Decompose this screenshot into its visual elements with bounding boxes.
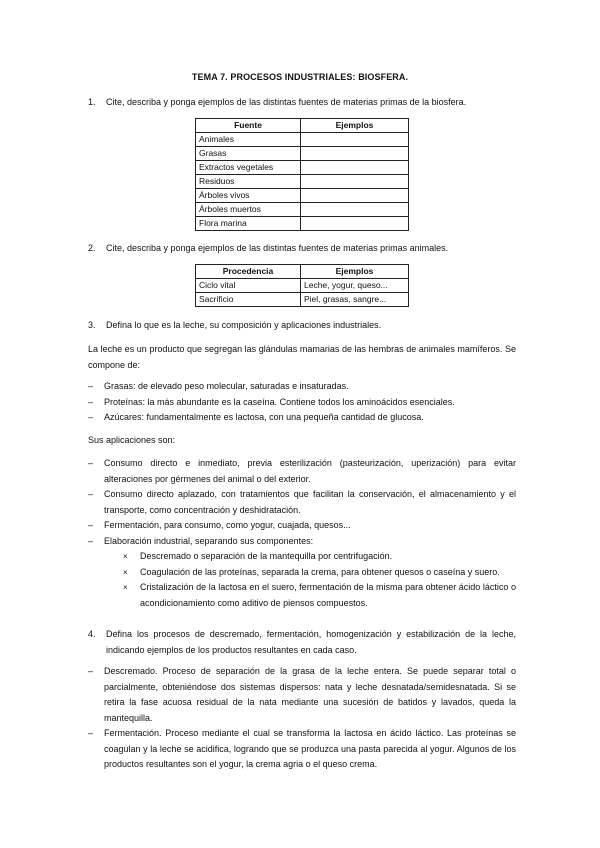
sub-list-item-text: Coagulación de las proteínas, separada la crema, para obtener quesos o caseína y suero. bbox=[140, 566, 500, 577]
question-text: Cite, describa y ponga ejemplos de las distintas fuentes de materias primas de la biosfera. bbox=[106, 97, 467, 107]
table-cell bbox=[301, 161, 409, 175]
table-cell: Árboles muertos bbox=[196, 203, 301, 217]
question-2 bbox=[88, 242, 520, 255]
list-item-text: Azúcares: fundamentalmente es lactosa, con una pequeña cantidad de glucosa. bbox=[104, 412, 424, 422]
table-header-row bbox=[196, 119, 409, 133]
list-item bbox=[88, 664, 516, 726]
table-cell: Grasas bbox=[196, 147, 301, 161]
table-header-row bbox=[196, 265, 409, 279]
table-row bbox=[196, 293, 409, 307]
dash-bullet-icon: – bbox=[88, 412, 94, 422]
table-cell: Flora marina bbox=[196, 217, 301, 231]
list-item-text: Fermentación. Proceso mediante el cual se transforma la lactosa en ácido láctico. Las proteínas se coagulan y la leche se acidifica, logrando que se produzca una pasta parecida al yogur. Algunos de los productos resultantes son el yogur, la crema agria o el queso crema. bbox=[104, 728, 516, 769]
aplicaciones-intro: Sus aplicaciones son: bbox=[88, 435, 176, 445]
sub-list-item-text: Descremado o separación de la mantequilla por centrifugación. bbox=[140, 551, 393, 561]
list-item bbox=[88, 726, 516, 773]
question-text: Defina los procesos de descremado, fermentación, homogenización y estabilización de la leche, indicando ejemplos de los productos resultantes en cada caso. bbox=[106, 629, 516, 655]
table-row bbox=[196, 147, 409, 161]
table-cell bbox=[301, 203, 409, 217]
dash-bullet-icon: – bbox=[88, 728, 94, 738]
dash-bullet-icon: – bbox=[88, 520, 94, 530]
question-number: 2. bbox=[88, 243, 96, 253]
table-row bbox=[196, 161, 409, 175]
sub-list-item bbox=[88, 565, 516, 581]
column-header-procedencia: Procedencia bbox=[196, 265, 301, 279]
list-item-text: Fermentación, para consumo, como yogur, cuajada, quesos... bbox=[104, 520, 351, 530]
composicion-list bbox=[88, 379, 516, 426]
page-title: TEMA 7. PROCESOS INDUSTRIALES: BIOSFERA. bbox=[191, 72, 409, 82]
list-item bbox=[88, 395, 516, 411]
question-number: 1. bbox=[88, 97, 96, 107]
table-cell: Leche, yogur, queso... bbox=[301, 279, 409, 293]
question-number: 3. bbox=[88, 320, 96, 330]
sub-list-item bbox=[88, 580, 516, 611]
question-text: Defina lo que es la leche, su composición y aplicaciones industriales. bbox=[106, 320, 382, 330]
table-row bbox=[196, 175, 409, 189]
procedencia-table bbox=[195, 264, 409, 307]
table-row bbox=[196, 133, 409, 147]
question-text: Cite, describa y ponga ejemplos de las distintas fuentes de materias primas animales. bbox=[106, 243, 449, 253]
table-cell bbox=[301, 189, 409, 203]
list-item-text: Descremado. Proceso de separación de la grasa de la leche entera. Se puede separar total o parcialmente, obteniéndose dos sistemas dispersos: nata y leche desnatada/semidesnatada. Si se retira la fase acuosa residual de la nata mediante una sucesión de batidos y lavados, queda la mantequilla. bbox=[104, 666, 516, 723]
list-item bbox=[88, 487, 516, 518]
cross-bullet-icon: × bbox=[123, 567, 128, 577]
fuentes-table bbox=[195, 118, 409, 231]
table-row bbox=[196, 203, 409, 217]
dash-bullet-icon: – bbox=[88, 396, 94, 407]
table-cell: Árboles vivos bbox=[196, 189, 301, 203]
list-item-text: Proteínas: la más abundante es la caseína. Contiene todos los aminoácidos esenciales. bbox=[104, 396, 455, 407]
table-cell bbox=[301, 133, 409, 147]
cross-bullet-icon: × bbox=[123, 583, 128, 592]
question-1 bbox=[88, 96, 520, 109]
dash-bullet-icon: – bbox=[88, 381, 94, 391]
list-item bbox=[88, 534, 516, 550]
table-cell: Ciclo vital bbox=[196, 279, 301, 293]
cross-bullet-icon: × bbox=[123, 552, 128, 561]
aplicaciones-list bbox=[88, 456, 516, 611]
dash-bullet-icon: – bbox=[88, 489, 94, 499]
list-item bbox=[88, 456, 516, 487]
sub-list-item-text: Cristalización de la lactosa en el suero, fermentación de la misma para obtener ácido láctico o acondicionamiento como aditivo de piensos compuestos. bbox=[140, 582, 516, 608]
table-row bbox=[196, 217, 409, 231]
table-cell: Sacrificio bbox=[196, 293, 301, 307]
dash-bullet-icon: – bbox=[88, 666, 94, 676]
table-cell: Animales bbox=[196, 133, 301, 147]
table-cell bbox=[301, 217, 409, 231]
list-item bbox=[88, 410, 516, 426]
list-item-text: Elaboración industrial, separando sus componentes: bbox=[104, 535, 314, 546]
list-item-text: Consumo directo e inmediato, previa esterilización (pasteurización, uperización) para evitar alteraciones por gérmenes del animal o del exterior. bbox=[104, 458, 516, 484]
table-cell: Residuos bbox=[196, 175, 301, 189]
question-3 bbox=[88, 319, 520, 332]
column-header-fuente: Fuente bbox=[196, 119, 301, 133]
list-item-text: Grasas: de elevado peso molecular, saturadas e insaturadas. bbox=[104, 381, 349, 391]
dash-bullet-icon: – bbox=[88, 535, 94, 546]
list-item bbox=[88, 379, 516, 395]
column-header-ejemplos: Ejemplos bbox=[301, 265, 409, 279]
table-row bbox=[196, 189, 409, 203]
table-row bbox=[196, 279, 409, 293]
table-cell: Piel, grasas, sangre... bbox=[301, 293, 409, 307]
table-cell: Extractos vegetales bbox=[196, 161, 301, 175]
list-item bbox=[88, 518, 516, 534]
leche-intro: La leche es un producto que segregan las glándulas mamarias de las hembras de animales mamíferos. Se compone de: bbox=[88, 344, 516, 370]
question-number: 4. bbox=[88, 629, 96, 639]
table-cell bbox=[301, 175, 409, 189]
column-header-ejemplos: Ejemplos bbox=[301, 119, 409, 133]
procesos-list bbox=[88, 664, 516, 773]
question-4 bbox=[88, 627, 516, 658]
table-cell bbox=[301, 147, 409, 161]
sub-list-item bbox=[88, 549, 516, 565]
list-item-text: Consumo directo aplazado, con tratamientos que facilitan la conservación, el almacenamiento y el transporte, como concentración y deshidratación. bbox=[104, 489, 516, 515]
dash-bullet-icon: – bbox=[88, 458, 94, 468]
